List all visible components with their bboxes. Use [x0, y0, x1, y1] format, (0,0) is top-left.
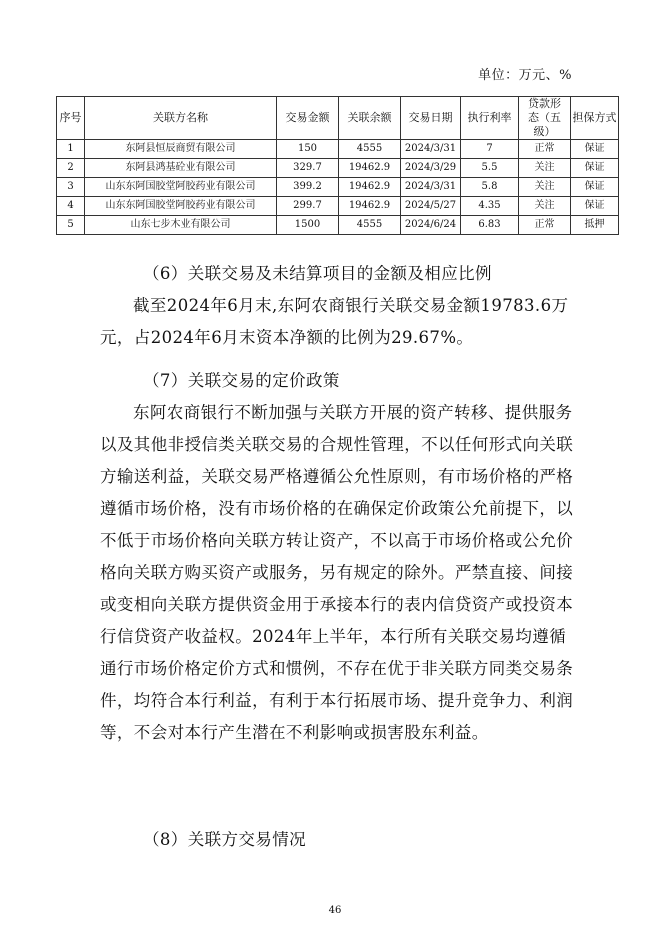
- header-amount: 交易金额: [277, 97, 339, 140]
- cell-loan-class: 正常: [519, 216, 571, 235]
- cell-rate: 5.8: [461, 178, 519, 197]
- header-party-name: 关联方名称: [85, 97, 277, 140]
- cell-balance: 4555: [339, 216, 401, 235]
- section7-heading: （7）关联交易的定价政策: [143, 371, 340, 390]
- cell-guarantee: 抵押: [571, 216, 619, 235]
- header-date: 交易日期: [401, 97, 461, 140]
- cell-guarantee: 保证: [571, 178, 619, 197]
- cell-balance: 4555: [339, 140, 401, 159]
- cell-amount: 399.2: [277, 178, 339, 197]
- section8-heading: （8）关联方交易情况: [143, 830, 306, 849]
- cell-rate: 7: [461, 140, 519, 159]
- cell-rate: 4.35: [461, 197, 519, 216]
- cell-balance: 19462.9: [339, 159, 401, 178]
- cell-party-name: 山东东阿国胶堂阿胶药业有限公司: [85, 197, 277, 216]
- header-index: 序号: [57, 97, 85, 140]
- table-row: [57, 159, 619, 178]
- cell-loan-class: 正常: [519, 140, 571, 159]
- cell-date: 2024/3/31: [401, 178, 461, 197]
- cell-date: 2024/5/27: [401, 197, 461, 216]
- table-header-row: [57, 97, 619, 140]
- header-balance: 关联余额: [339, 97, 401, 140]
- cell-balance: 19462.9: [339, 178, 401, 197]
- table-row: [57, 178, 619, 197]
- cell-index: 4: [57, 197, 85, 216]
- cell-guarantee: 保证: [571, 159, 619, 178]
- cell-date: 2024/6/24: [401, 216, 461, 235]
- cell-amount: 1500: [277, 216, 339, 235]
- table-row: [57, 216, 619, 235]
- cell-rate: 5.5: [461, 159, 519, 178]
- cell-loan-class: 关注: [519, 197, 571, 216]
- cell-guarantee: 保证: [571, 197, 619, 216]
- cell-index: 2: [57, 159, 85, 178]
- header-guarantee: 担保方式: [571, 97, 619, 140]
- cell-amount: 299.7: [277, 197, 339, 216]
- cell-amount: 150: [277, 140, 339, 159]
- cell-rate: 6.83: [461, 216, 519, 235]
- cell-index: 1: [57, 140, 85, 159]
- section7-text: 东阿农商银行不断加强与关联方开展的资产转移、提供服务以及其他非授信类关联交易的合规性管理，不以任何形式向关联方输送利益，关联交易严格遵循公允性原则，有市场价格的严格遵循市场价格，没有市场价格的在确保定价政策公允前提下，以不低于市场价格向关联方转让资产，不以高于市场价格或公允价格向关联方购买资产或服务，另有规定的除外。严禁直接、间接或变相向关联方提供资金用于承接本行的表内信贷资产或投资本行信贷资产收益权。2024年上半年，本行所有关联交易均遵循通行市场价格定价方式和惯例，不存在优于非关联方同类交易条件，均符合本行利益，有利于本行拓展市场、提升竞争力、利润等，不会对本行产生潜在不利影响或损害股东利益。: [100, 403, 574, 742]
- table-row: [57, 140, 619, 159]
- cell-loan-class: 关注: [519, 178, 571, 197]
- cell-loan-class: 关注: [519, 159, 571, 178]
- cell-guarantee: 保证: [571, 140, 619, 159]
- cell-date: 2024/3/29: [401, 159, 461, 178]
- cell-index: 5: [57, 216, 85, 235]
- cell-party-name: 东阿县鸿基砼业有限公司: [85, 159, 277, 178]
- section6-heading: （6）关联交易及未结算项目的金额及相应比例: [143, 264, 492, 283]
- header-rate: 执行利率: [461, 97, 519, 140]
- cell-party-name: 山东东阿国胶堂阿胶药业有限公司: [85, 178, 277, 197]
- page-number: 46: [328, 905, 342, 916]
- related-party-table: [56, 96, 619, 235]
- cell-party-name: 东阿县恒辰商贸有限公司: [85, 140, 277, 159]
- cell-index: 3: [57, 178, 85, 197]
- cell-amount: 329.7: [277, 159, 339, 178]
- section6-text: 截至2024年6月末,东阿农商银行关联交易金额19783.6万元，占2024年6月末资本净额的比例为29.67%。: [100, 296, 569, 347]
- table-row: [57, 197, 619, 216]
- cell-party-name: 山东七步木业有限公司: [85, 216, 277, 235]
- cell-balance: 19462.9: [339, 197, 401, 216]
- header-loan-class: 贷款形态（五级）: [519, 97, 571, 140]
- cell-date: 2024/3/31: [401, 140, 461, 159]
- unit-label: 单位：万元、%: [478, 68, 572, 83]
